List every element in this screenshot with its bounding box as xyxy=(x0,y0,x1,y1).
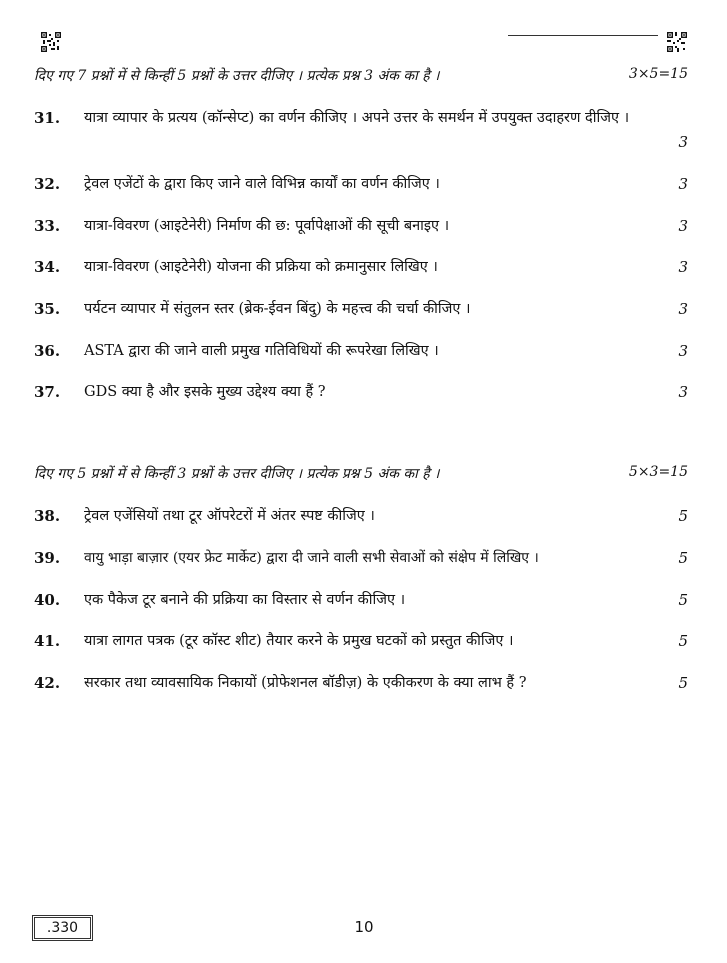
marks-scheme: 5×3=15 xyxy=(628,464,688,480)
question-marks: 3 xyxy=(678,217,688,235)
question-marks: 3 xyxy=(678,175,688,193)
question-marks: 3 xyxy=(678,383,688,401)
qr-code-icon xyxy=(41,32,61,52)
question-number: 32. xyxy=(34,175,61,193)
question-marks: 5 xyxy=(678,591,688,609)
marks-scheme: 3×5=15 xyxy=(628,66,688,82)
question-text: यात्रा-विवरण (आइटेनेरी) योजना की प्रक्रिया को क्रमानुसार लिखिए । xyxy=(84,259,438,275)
question-marks: 3 xyxy=(678,258,688,276)
question-text: ASTA द्वारा की जाने वाली प्रमुख गतिविधियों की रूपरेखा लिखिए । xyxy=(84,343,439,359)
question-text: वायु भाड़ा बाज़ार (एयर फ्रेट मार्केट) द्वारा दी जाने वाली सभी सेवाओं को संक्षेप में लिखिए । xyxy=(84,550,539,566)
question-number: 39. xyxy=(34,549,61,567)
question-number: 38. xyxy=(34,507,61,525)
question-number: 41. xyxy=(34,632,61,650)
question-text: एक पैकेज टूर बनाने की प्रक्रिया का विस्तार से वर्णन कीजिए । xyxy=(84,592,406,608)
section-b-instruction xyxy=(34,464,688,484)
question-marks: 5 xyxy=(678,507,688,525)
question-text: सरकार तथा व्यावसायिक निकायों (प्रोफेशनल बॉडीज़) के एकीकरण के क्या लाभ हैं ? xyxy=(84,675,527,691)
question-text: ट्रेवल एजेंटों के द्वारा किए जाने वाले विभिन्न कार्यों का वर्णन कीजिए । xyxy=(84,176,440,192)
paper-code: .330 xyxy=(34,917,91,939)
question-text: यात्रा लागत पत्रक (टूर कॉस्ट शीट) तैयार करने के प्रमुख घटकों को प्रस्तुत कीजिए । xyxy=(84,633,514,649)
question-marks: 3 xyxy=(678,133,688,151)
question-number: 33. xyxy=(34,217,61,235)
section-a-instruction xyxy=(34,66,688,86)
question-text: यात्रा व्यापार के प्रत्यय (कॉन्सेप्ट) का वर्णन कीजिए । अपने उत्तर के समर्थन में उपयुक्त उदाहरण दीजिए । xyxy=(84,110,630,126)
question-number: 37. xyxy=(34,383,61,401)
question-number: 42. xyxy=(34,674,61,692)
question-number: 34. xyxy=(34,258,61,276)
question-number: 36. xyxy=(34,342,61,360)
instruction-text: दिए गए 5 प्रश्नों में से किन्हीं 3 प्रश्नों के उत्तर दीजिए । प्रत्येक प्रश्न 5 अंक का है । xyxy=(34,466,440,482)
header-rule xyxy=(508,35,658,36)
question-text: यात्रा-विवरण (आइटेनेरी) निर्माण की छ: पूर्वापेक्षाओं की सूची बनाइए । xyxy=(84,218,450,234)
question-marks: 3 xyxy=(678,342,688,360)
question-marks: 5 xyxy=(678,549,688,567)
question-text: GDS क्या है और इसके मुख्य उद्देश्य क्या हैं ? xyxy=(84,384,326,400)
qr-code-icon xyxy=(667,32,687,52)
question-marks: 5 xyxy=(678,632,688,650)
question-number: 31. xyxy=(34,109,61,127)
question-marks: 5 xyxy=(678,674,688,692)
page-number: 10 xyxy=(354,918,374,936)
question-number: 40. xyxy=(34,591,61,609)
question-text: ट्रेवल एजेंसियों तथा टूर ऑपरेटरों में अंतर स्पष्ट कीजिए । xyxy=(84,508,375,524)
question-number: 35. xyxy=(34,300,61,318)
question-marks: 3 xyxy=(678,300,688,318)
question-text: पर्यटन व्यापार में संतुलन स्तर (ब्रेक-ईवन बिंदु) के महत्त्व की चर्चा कीजिए । xyxy=(84,301,471,317)
instruction-text: दिए गए 7 प्रश्नों में से किन्हीं 5 प्रश्नों के उत्तर दीजिए । प्रत्येक प्रश्न 3 अंक का है । xyxy=(34,68,440,84)
